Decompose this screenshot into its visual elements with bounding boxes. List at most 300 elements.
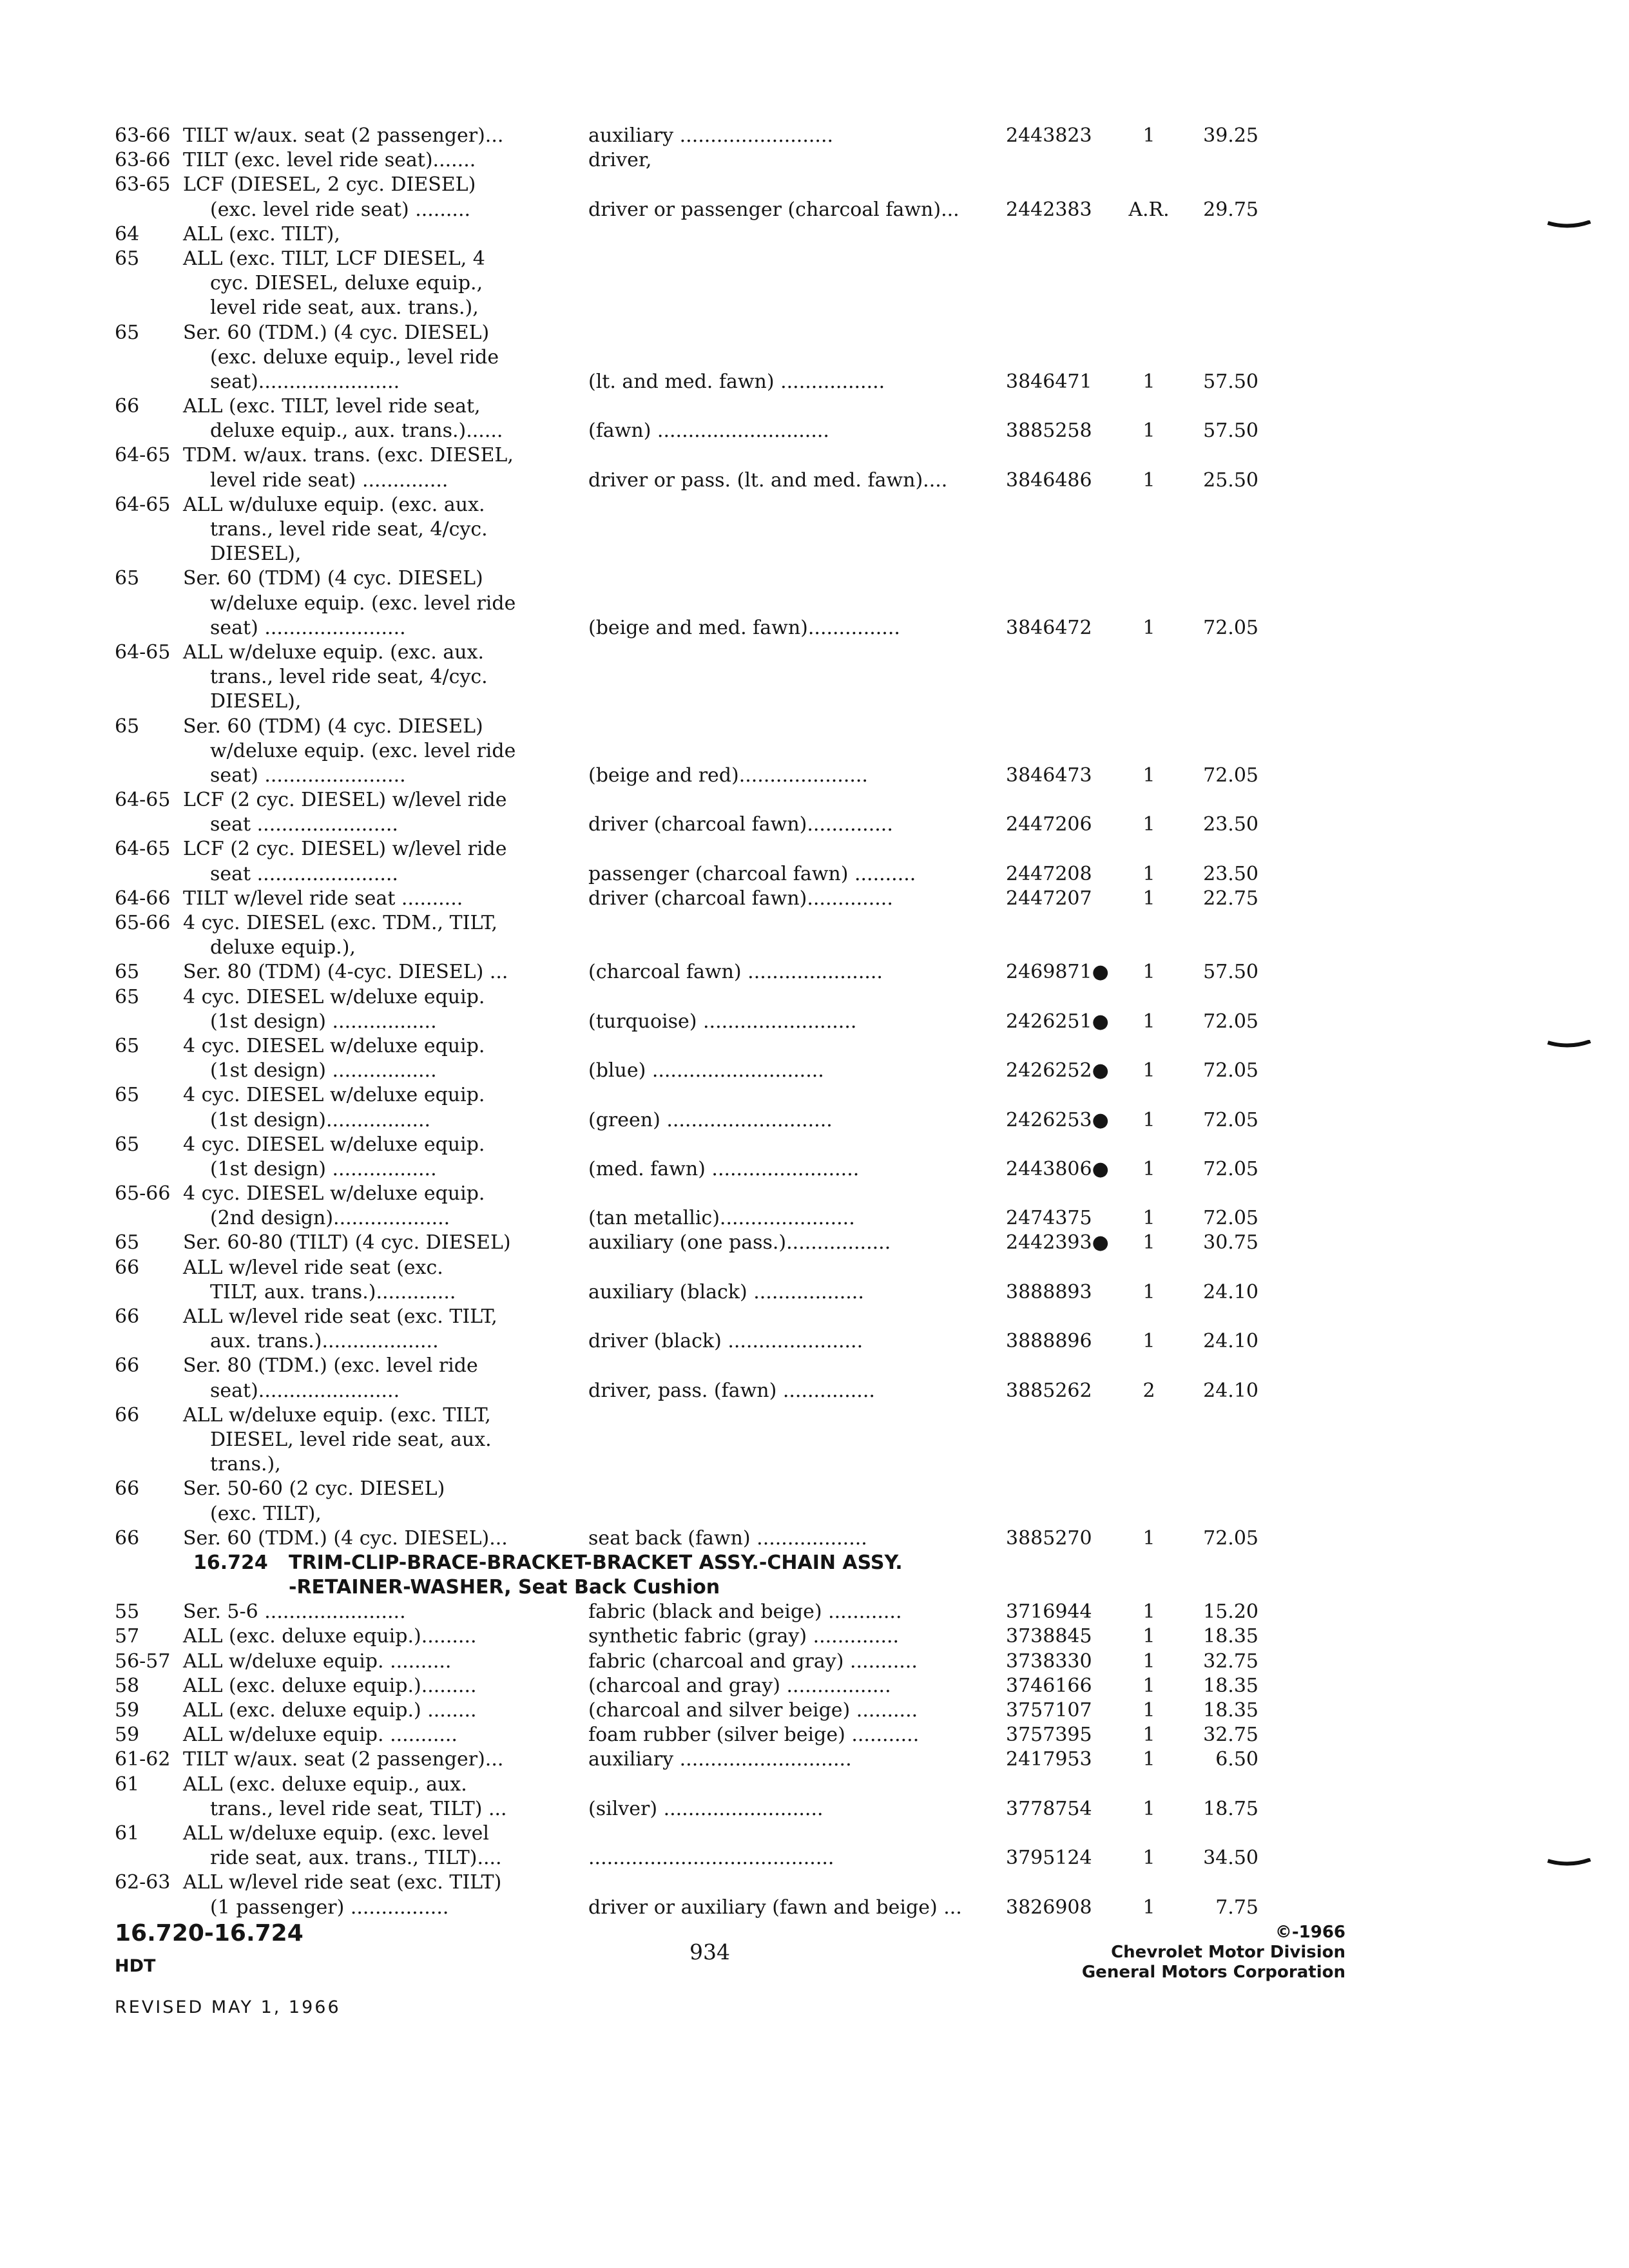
application: (1 passenger) ................ <box>210 1896 449 1919</box>
price: 25.50 <box>1203 468 1258 492</box>
application: 4 cyc. DIESEL w/deluxe equip. <box>183 1133 485 1156</box>
description: driver, pass. (fawn) ............... <box>588 1379 875 1402</box>
table-row <box>115 1870 1258 1895</box>
table-row <box>115 1059 1258 1083</box>
application: 4 cyc. DIESEL (exc. TDM., TILT, <box>183 912 498 934</box>
table-row <box>115 1723 1258 1747</box>
quantity: 1 <box>1142 1207 1155 1230</box>
table-row <box>115 1403 1258 1428</box>
application: ALL (exc. deluxe equip.)......... <box>183 1625 477 1648</box>
part-number: 3885262 <box>1006 1379 1092 1402</box>
application: aux. trans.)................... <box>210 1330 439 1353</box>
part-number: 2443823 <box>1006 124 1092 147</box>
section-title: -RETAINER-WASHER, Seat Back Cushion <box>289 1576 720 1599</box>
table-row <box>115 148 1258 173</box>
price: 18.35 <box>1203 1699 1258 1722</box>
copyright-block <box>1082 1923 1345 1983</box>
table-row <box>115 1182 1258 1206</box>
binder-hole-mark <box>1547 1858 1592 1869</box>
description: (charcoal and gray) ................. <box>588 1674 891 1697</box>
model-years: 65-66 <box>115 1182 171 1206</box>
description: (silver) .......................... <box>588 1797 824 1820</box>
application: ALL w/level ride seat (exc. <box>183 1256 443 1279</box>
application: ALL w/deluxe equip. .......... <box>183 1649 452 1673</box>
description: seat back (fawn) .................. <box>588 1526 867 1550</box>
price: 18.35 <box>1203 1625 1258 1648</box>
application: LCF (2 cyc. DIESEL) w/level ride <box>183 789 507 812</box>
table-row <box>115 321 1258 345</box>
description: (beige and red)..................... <box>588 764 868 787</box>
application: TILT w/aux. seat (2 passenger)... <box>183 124 504 147</box>
application: ride seat, aux. trans., TILT).... <box>210 1847 502 1870</box>
application: seat) ....................... <box>210 764 406 787</box>
quantity: 1 <box>1142 1231 1155 1254</box>
table-row <box>115 1526 1258 1551</box>
application: ALL (exc. TILT, LCF DIESEL, 4 <box>183 247 485 270</box>
table-row <box>115 591 1258 616</box>
model-years: 64-65 <box>115 838 171 861</box>
copyright-year: ©-1966 <box>1275 1923 1345 1942</box>
quantity: 1 <box>1142 1280 1155 1303</box>
quantity: 1 <box>1142 370 1155 393</box>
table-row <box>115 198 1258 222</box>
page-number: 934 <box>689 1939 730 1965</box>
application: Ser. 60 (TDM) (4 cyc. DIESEL) <box>183 567 483 590</box>
model-years: 56-57 <box>115 1649 171 1673</box>
part-number: 3888896 <box>1006 1330 1092 1353</box>
table-row <box>115 1674 1258 1698</box>
description: auxiliary ............................ <box>588 1748 852 1771</box>
model-years: 66 <box>115 1477 140 1501</box>
quantity: 1 <box>1142 1059 1155 1082</box>
price: 29.75 <box>1203 198 1258 221</box>
table-row <box>115 1157 1258 1182</box>
application: LCF (2 cyc. DIESEL) w/level ride <box>183 838 507 861</box>
description: (med. fawn) ........................ <box>588 1157 860 1180</box>
model-years: 65 <box>115 985 140 1008</box>
model-years: 61-62 <box>115 1748 171 1771</box>
model-years: 65 <box>115 1231 140 1254</box>
quantity: 1 <box>1142 1625 1155 1648</box>
application: Ser. 80 (TDM.) (exc. level ride <box>183 1354 478 1378</box>
application: TILT, aux. trans.)............. <box>210 1280 456 1303</box>
quantity: A.R. <box>1128 198 1170 221</box>
table-row <box>115 936 1258 960</box>
part-number: 3846472 <box>1006 616 1092 639</box>
table-row <box>115 1329 1258 1354</box>
table-row <box>115 1305 1258 1329</box>
binder-hole-mark <box>1547 220 1592 231</box>
description: (green) ........................... <box>588 1108 833 1131</box>
model-years: 66 <box>115 1305 140 1328</box>
division-name: Chevrolet Motor Division <box>1111 1943 1345 1962</box>
quantity: 1 <box>1142 764 1155 787</box>
application: TILT w/level ride seat .......... <box>183 887 463 910</box>
application: seat ....................... <box>210 813 398 836</box>
model-years: 65 <box>115 1034 140 1057</box>
part-number: 3746166 <box>1006 1674 1092 1697</box>
model-years: 66 <box>115 1354 140 1378</box>
application: Ser. 60 (TDM.) (4 cyc. DIESEL) <box>183 321 490 344</box>
table-row <box>115 1797 1258 1821</box>
section-code: 16.720-16.724 <box>115 1920 304 1946</box>
application: trans., level ride seat, 4/cyc. <box>210 518 488 541</box>
table-row <box>115 1379 1258 1403</box>
table-row <box>115 1108 1258 1133</box>
part-number: 2474375 <box>1006 1207 1092 1230</box>
price: 32.75 <box>1203 1649 1258 1673</box>
description: (blue) ............................ <box>588 1059 824 1082</box>
model-years: 58 <box>115 1674 140 1697</box>
part-number: 3778754 <box>1006 1797 1092 1820</box>
table-row <box>115 1133 1258 1157</box>
model-years: 65 <box>115 247 140 270</box>
price: 23.50 <box>1203 813 1258 836</box>
part-number: 3846471 <box>1006 370 1092 393</box>
quantity: 1 <box>1142 1724 1155 1747</box>
application: cyc. DIESEL, deluxe equip., <box>210 272 483 295</box>
table-row <box>115 1428 1258 1452</box>
table-row <box>115 1010 1258 1034</box>
part-number: 3888893 <box>1006 1280 1092 1303</box>
application: DIESEL, level ride seat, aux. <box>210 1428 492 1451</box>
quantity: 1 <box>1142 1748 1155 1771</box>
application: ALL (exc. TILT, level ride seat, <box>183 395 481 418</box>
price: 72.05 <box>1203 1010 1258 1033</box>
application: (exc. level ride seat) ......... <box>210 198 471 221</box>
table-row <box>115 887 1258 911</box>
part-number: 3795124 <box>1006 1847 1092 1870</box>
model-years: 65 <box>115 961 140 984</box>
table-row <box>115 1206 1258 1231</box>
application: DIESEL), <box>210 543 302 566</box>
application: (1st design) ................. <box>210 1010 437 1033</box>
application: deluxe equip.), <box>210 936 356 959</box>
application: 4 cyc. DIESEL w/deluxe equip. <box>183 985 485 1008</box>
description: (tan metallic)...................... <box>588 1207 855 1230</box>
table-row <box>115 616 1258 640</box>
quantity: 1 <box>1142 1847 1155 1870</box>
description: ........................................ <box>588 1847 834 1870</box>
model-years: 63-65 <box>115 173 171 197</box>
description: driver (black) ...................... <box>588 1330 863 1353</box>
application: Ser. 5-6 ....................... <box>183 1600 406 1624</box>
model-years: 59 <box>115 1699 140 1722</box>
price: 15.20 <box>1203 1600 1258 1624</box>
table-row <box>115 124 1258 148</box>
part-number: 3826908 <box>1006 1896 1092 1919</box>
table-row <box>115 370 1258 394</box>
table-row <box>115 271 1258 296</box>
description: (fawn) ............................ <box>588 419 829 443</box>
application: (2nd design)................... <box>210 1207 450 1230</box>
table-row <box>115 862 1258 887</box>
price: 72.05 <box>1203 1526 1258 1550</box>
table-row <box>115 542 1258 566</box>
application: w/deluxe equip. (exc. level ride <box>210 739 516 762</box>
quantity: 2 <box>1142 1379 1155 1402</box>
application: LCF (DIESEL, 2 cyc. DIESEL) <box>183 173 476 197</box>
price: 72.05 <box>1203 764 1258 787</box>
table-row <box>115 443 1258 468</box>
application: seat)....................... <box>210 1379 400 1402</box>
part-number: 3757107 <box>1006 1699 1092 1722</box>
application: trans., level ride seat, TILT) ... <box>210 1797 507 1820</box>
description: passenger (charcoal fawn) .......... <box>588 862 916 885</box>
table-row <box>115 640 1258 665</box>
application: (1st design)................. <box>210 1108 431 1131</box>
quantity: 1 <box>1142 1797 1155 1820</box>
quantity: 1 <box>1142 1674 1155 1697</box>
part-number: 3846473 <box>1006 764 1092 787</box>
part-number: 3716944 <box>1006 1600 1092 1624</box>
description: driver, <box>588 149 652 172</box>
part-number: 2426253● <box>1006 1108 1109 1131</box>
table-row <box>115 1256 1258 1280</box>
part-number: 2442393● <box>1006 1231 1109 1254</box>
quantity: 1 <box>1142 468 1155 492</box>
model-years: 65 <box>115 1133 140 1156</box>
application: TILT (exc. level ride seat)....... <box>183 149 476 172</box>
table-row <box>115 764 1258 788</box>
description: auxiliary (one pass.)................. <box>588 1231 891 1254</box>
application: 4 cyc. DIESEL w/deluxe equip. <box>183 1084 485 1107</box>
part-number: 2426251● <box>1006 1010 1109 1033</box>
application: Ser. 60 (TDM.) (4 cyc. DIESEL)... <box>183 1526 508 1550</box>
part-number: 2469871● <box>1006 961 1109 984</box>
table-row <box>115 1354 1258 1378</box>
model-years: 61 <box>115 1821 140 1845</box>
section-title: TRIM-CLIP-BRACE-BRACKET-BRACKET ASSY.-CHAIN ASSY. <box>289 1551 903 1574</box>
model-years: 64-65 <box>115 493 171 516</box>
table-row <box>115 689 1258 714</box>
table-row <box>115 419 1258 443</box>
description: driver or passenger (charcoal fawn)... <box>588 198 959 221</box>
price: 72.05 <box>1203 1059 1258 1082</box>
application: TDM. w/aux. trans. (exc. DIESEL, <box>183 444 514 467</box>
corporation-name: General Motors Corporation <box>1081 1963 1345 1982</box>
part-number: 3757395 <box>1006 1724 1092 1747</box>
table-row <box>115 837 1258 861</box>
part-number: 2447206 <box>1006 813 1092 836</box>
model-years: 66 <box>115 1256 140 1279</box>
table-row <box>115 1452 1258 1477</box>
model-years: 66 <box>115 395 140 418</box>
part-number: 2442383 <box>1006 198 1092 221</box>
quantity: 1 <box>1142 1699 1155 1722</box>
table-row <box>115 665 1258 689</box>
table-row <box>115 1773 1258 1797</box>
application: deluxe equip., aux. trans.)...... <box>210 419 503 443</box>
application: TILT w/aux. seat (2 passenger)... <box>183 1748 504 1771</box>
table-row <box>115 296 1258 320</box>
quantity: 1 <box>1142 813 1155 836</box>
quantity: 1 <box>1142 1649 1155 1673</box>
table-row <box>115 1502 1258 1526</box>
application: ALL (exc. deluxe equip.)......... <box>183 1674 477 1697</box>
price: 7.75 <box>1215 1896 1258 1919</box>
description: (lt. and med. fawn) ................. <box>588 370 885 393</box>
quantity: 1 <box>1142 419 1155 443</box>
description: fabric (black and beige) ............ <box>588 1600 902 1624</box>
quantity: 1 <box>1142 862 1155 885</box>
application: Ser. 80 (TDM) (4-cyc. DIESEL) ... <box>183 961 508 984</box>
price: 34.50 <box>1203 1847 1258 1870</box>
price: 30.75 <box>1203 1231 1258 1254</box>
part-number: 3846486 <box>1006 468 1092 492</box>
part-number: 3738845 <box>1006 1625 1092 1648</box>
application: (exc. deluxe equip., level ride <box>210 345 499 369</box>
part-number: 2417953 <box>1006 1748 1092 1771</box>
application: (1st design) ................. <box>210 1059 437 1082</box>
table-row <box>115 715 1258 739</box>
table-row <box>115 1624 1258 1649</box>
table-row <box>115 1280 1258 1305</box>
application: seat) ....................... <box>210 616 406 639</box>
price: 18.35 <box>1203 1674 1258 1697</box>
model-years: 65-66 <box>115 912 171 934</box>
table-row <box>115 1600 1258 1624</box>
application: (1st design) ................. <box>210 1157 437 1180</box>
series-code: HDT <box>115 1956 156 1976</box>
application: Ser. 60 (TDM) (4 cyc. DIESEL) <box>183 715 483 738</box>
price: 18.75 <box>1203 1797 1258 1820</box>
table-row <box>115 1698 1258 1723</box>
table-row <box>115 566 1258 591</box>
part-number: 2443806● <box>1006 1157 1109 1180</box>
revision-date: REVISED MAY 1, 1966 <box>115 1997 341 2017</box>
quantity: 1 <box>1142 961 1155 984</box>
model-years: 64-66 <box>115 887 171 910</box>
application: ALL w/deluxe equip. (exc. aux. <box>183 640 484 664</box>
quantity: 1 <box>1142 1600 1155 1624</box>
model-years: 66 <box>115 1526 140 1550</box>
price: 39.25 <box>1203 124 1258 147</box>
model-years: 64 <box>115 222 140 245</box>
model-years: 64-65 <box>115 444 171 467</box>
section-heading <box>115 1575 1258 1600</box>
model-years: 65 <box>115 321 140 344</box>
application: trans.), <box>210 1453 281 1476</box>
description: driver or pass. (lt. and med. fawn).... <box>588 468 948 492</box>
application: ALL w/deluxe equip. (exc. TILT, <box>183 1403 491 1427</box>
quantity: 1 <box>1142 1330 1155 1353</box>
table-row <box>115 247 1258 271</box>
table-row <box>115 1477 1258 1501</box>
table-row <box>115 394 1258 419</box>
description: driver (charcoal fawn).............. <box>588 813 893 836</box>
description: auxiliary ......................... <box>588 124 834 147</box>
table-row <box>115 812 1258 837</box>
description: driver or auxiliary (fawn and beige) ... <box>588 1896 962 1919</box>
table-row <box>115 1846 1258 1870</box>
application: level ride seat) .............. <box>210 468 448 492</box>
price: 24.10 <box>1203 1280 1258 1303</box>
application: Ser. 60-80 (TILT) (4 cyc. DIESEL) <box>183 1231 511 1254</box>
price: 72.05 <box>1203 616 1258 639</box>
application: ALL w/deluxe equip. (exc. level <box>183 1821 489 1845</box>
model-years: 66 <box>115 1403 140 1427</box>
application: level ride seat, aux. trans.), <box>210 296 479 320</box>
table-row <box>115 788 1258 812</box>
model-years: 65 <box>115 715 140 738</box>
part-number: 3738330 <box>1006 1649 1092 1673</box>
table-row <box>115 985 1258 1010</box>
price: 72.05 <box>1203 1207 1258 1230</box>
price: 57.50 <box>1203 419 1258 443</box>
description: synthetic fabric (gray) .............. <box>588 1625 900 1648</box>
table-row <box>115 345 1258 370</box>
application: Ser. 50-60 (2 cyc. DIESEL) <box>183 1477 445 1501</box>
quantity: 1 <box>1142 616 1155 639</box>
model-years: 63-66 <box>115 149 171 172</box>
table-row <box>115 468 1258 493</box>
description: foam rubber (silver beige) ........... <box>588 1724 920 1747</box>
description: driver (charcoal fawn).............. <box>588 887 893 910</box>
model-years: 61 <box>115 1773 140 1796</box>
price: 24.10 <box>1203 1379 1258 1402</box>
model-years: 59 <box>115 1724 140 1747</box>
application: seat ....................... <box>210 862 398 885</box>
price: 23.50 <box>1203 862 1258 885</box>
application: ALL w/level ride seat (exc. TILT) <box>183 1871 502 1894</box>
table-row <box>115 1649 1258 1674</box>
quantity: 1 <box>1142 124 1155 147</box>
model-years: 62-63 <box>115 1871 171 1894</box>
quantity: 1 <box>1142 1896 1155 1919</box>
application: seat)....................... <box>210 370 400 393</box>
model-years: 55 <box>115 1600 140 1624</box>
table-row <box>115 960 1258 985</box>
parts-list <box>115 124 1258 1920</box>
section-number: 16.724 <box>193 1551 268 1574</box>
quantity: 1 <box>1142 1157 1155 1180</box>
price: 24.10 <box>1203 1330 1258 1353</box>
model-years: 64-65 <box>115 789 171 812</box>
table-row <box>115 1083 1258 1108</box>
table-row <box>115 1896 1258 1920</box>
table-row <box>115 493 1258 517</box>
price: 57.50 <box>1203 370 1258 393</box>
description: (charcoal fawn) ...................... <box>588 961 883 984</box>
quantity: 1 <box>1142 887 1155 910</box>
application: ALL (exc. TILT), <box>183 222 340 245</box>
model-years: 63-66 <box>115 124 171 147</box>
price: 6.50 <box>1215 1748 1258 1771</box>
price: 72.05 <box>1203 1157 1258 1180</box>
price: 72.05 <box>1203 1108 1258 1131</box>
part-number: 3885270 <box>1006 1526 1092 1550</box>
quantity: 1 <box>1142 1526 1155 1550</box>
model-years: 64-65 <box>115 640 171 664</box>
price: 57.50 <box>1203 961 1258 984</box>
table-row <box>115 222 1258 247</box>
table-row <box>115 517 1258 542</box>
model-years: 57 <box>115 1625 140 1648</box>
table-row <box>115 1747 1258 1772</box>
part-number: 3885258 <box>1006 419 1092 443</box>
part-number: 2426252● <box>1006 1059 1109 1082</box>
binder-hole-mark <box>1547 1040 1592 1050</box>
application: w/deluxe equip. (exc. level ride <box>210 591 516 615</box>
application: 4 cyc. DIESEL w/deluxe equip. <box>183 1034 485 1057</box>
application: DIESEL), <box>210 690 302 713</box>
application: ALL (exc. deluxe equip., aux. <box>183 1773 467 1796</box>
application: trans., level ride seat, 4/cyc. <box>210 666 488 689</box>
table-row <box>115 1034 1258 1059</box>
description: (charcoal and silver beige) .......... <box>588 1699 918 1722</box>
table-row <box>115 911 1258 936</box>
